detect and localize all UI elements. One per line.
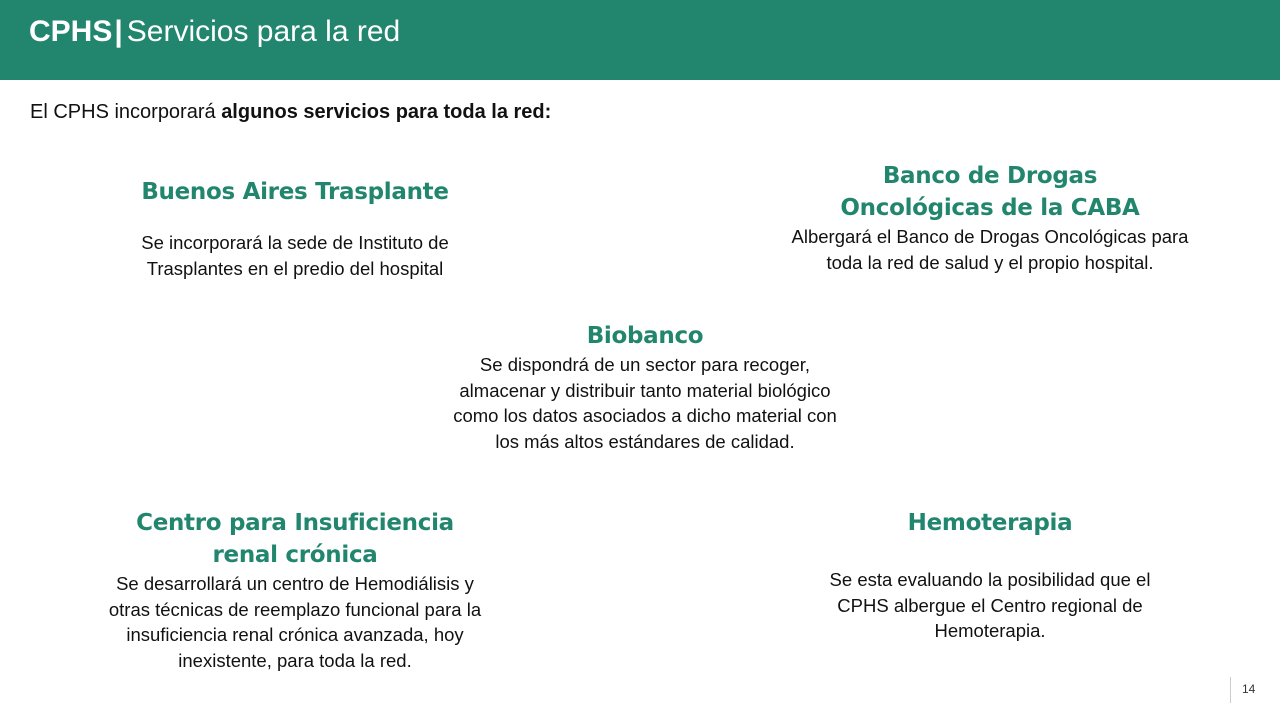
service-title: Centro para Insuficiencia renal crónica [136, 510, 454, 568]
service-banco-drogas [780, 160, 1200, 275]
service-title: Banco de Drogas Oncológicas de la CABA [840, 163, 1140, 221]
slide-title [29, 12, 400, 52]
service-title: Hemoterapia [907, 510, 1073, 536]
intro-prefix: El CPHS incorporará [30, 101, 222, 123]
slide-header [0, 0, 1280, 80]
service-text: Albergará el Banco de Drogas Oncológicas para toda la red de salud y el propio hospital. [791, 226, 1189, 273]
service-title: Buenos Aires Trasplante [141, 179, 449, 205]
page-number: 14 [1242, 682, 1256, 696]
intro-text [30, 98, 551, 126]
title-separator: | [114, 15, 123, 48]
service-centro-renal [100, 507, 490, 673]
service-title: Biobanco [586, 323, 704, 349]
title-text: Servicios para la red [126, 15, 401, 48]
service-buenos-aires-trasplante [100, 176, 490, 281]
page-divider [1230, 677, 1231, 703]
brand: CPHS [29, 15, 113, 48]
service-hemoterapia [790, 507, 1190, 644]
service-text: Se esta evaluando la posibilidad que el CPHS albergue el Centro regional de Hemoterapia. [829, 569, 1151, 641]
service-text: Se dispondrá de un sector para recoger, almacenar y distribuir tanto material biológico como los datos asociados a dicho material con los más altos estándares de calidad. [453, 354, 837, 452]
service-text: Se desarrollará un centro de Hemodiálisis y otras técnicas de reemplazo funcional para la insuficiencia renal crónica avanzada, hoy inexistente, para toda la red. [108, 573, 482, 671]
service-text: Se incorporará la sede de Instituto de Trasplantes en el predio del hospital [141, 232, 449, 279]
intro-bold: algunos servicios para toda la red: [221, 101, 552, 123]
service-biobanco [450, 320, 840, 454]
